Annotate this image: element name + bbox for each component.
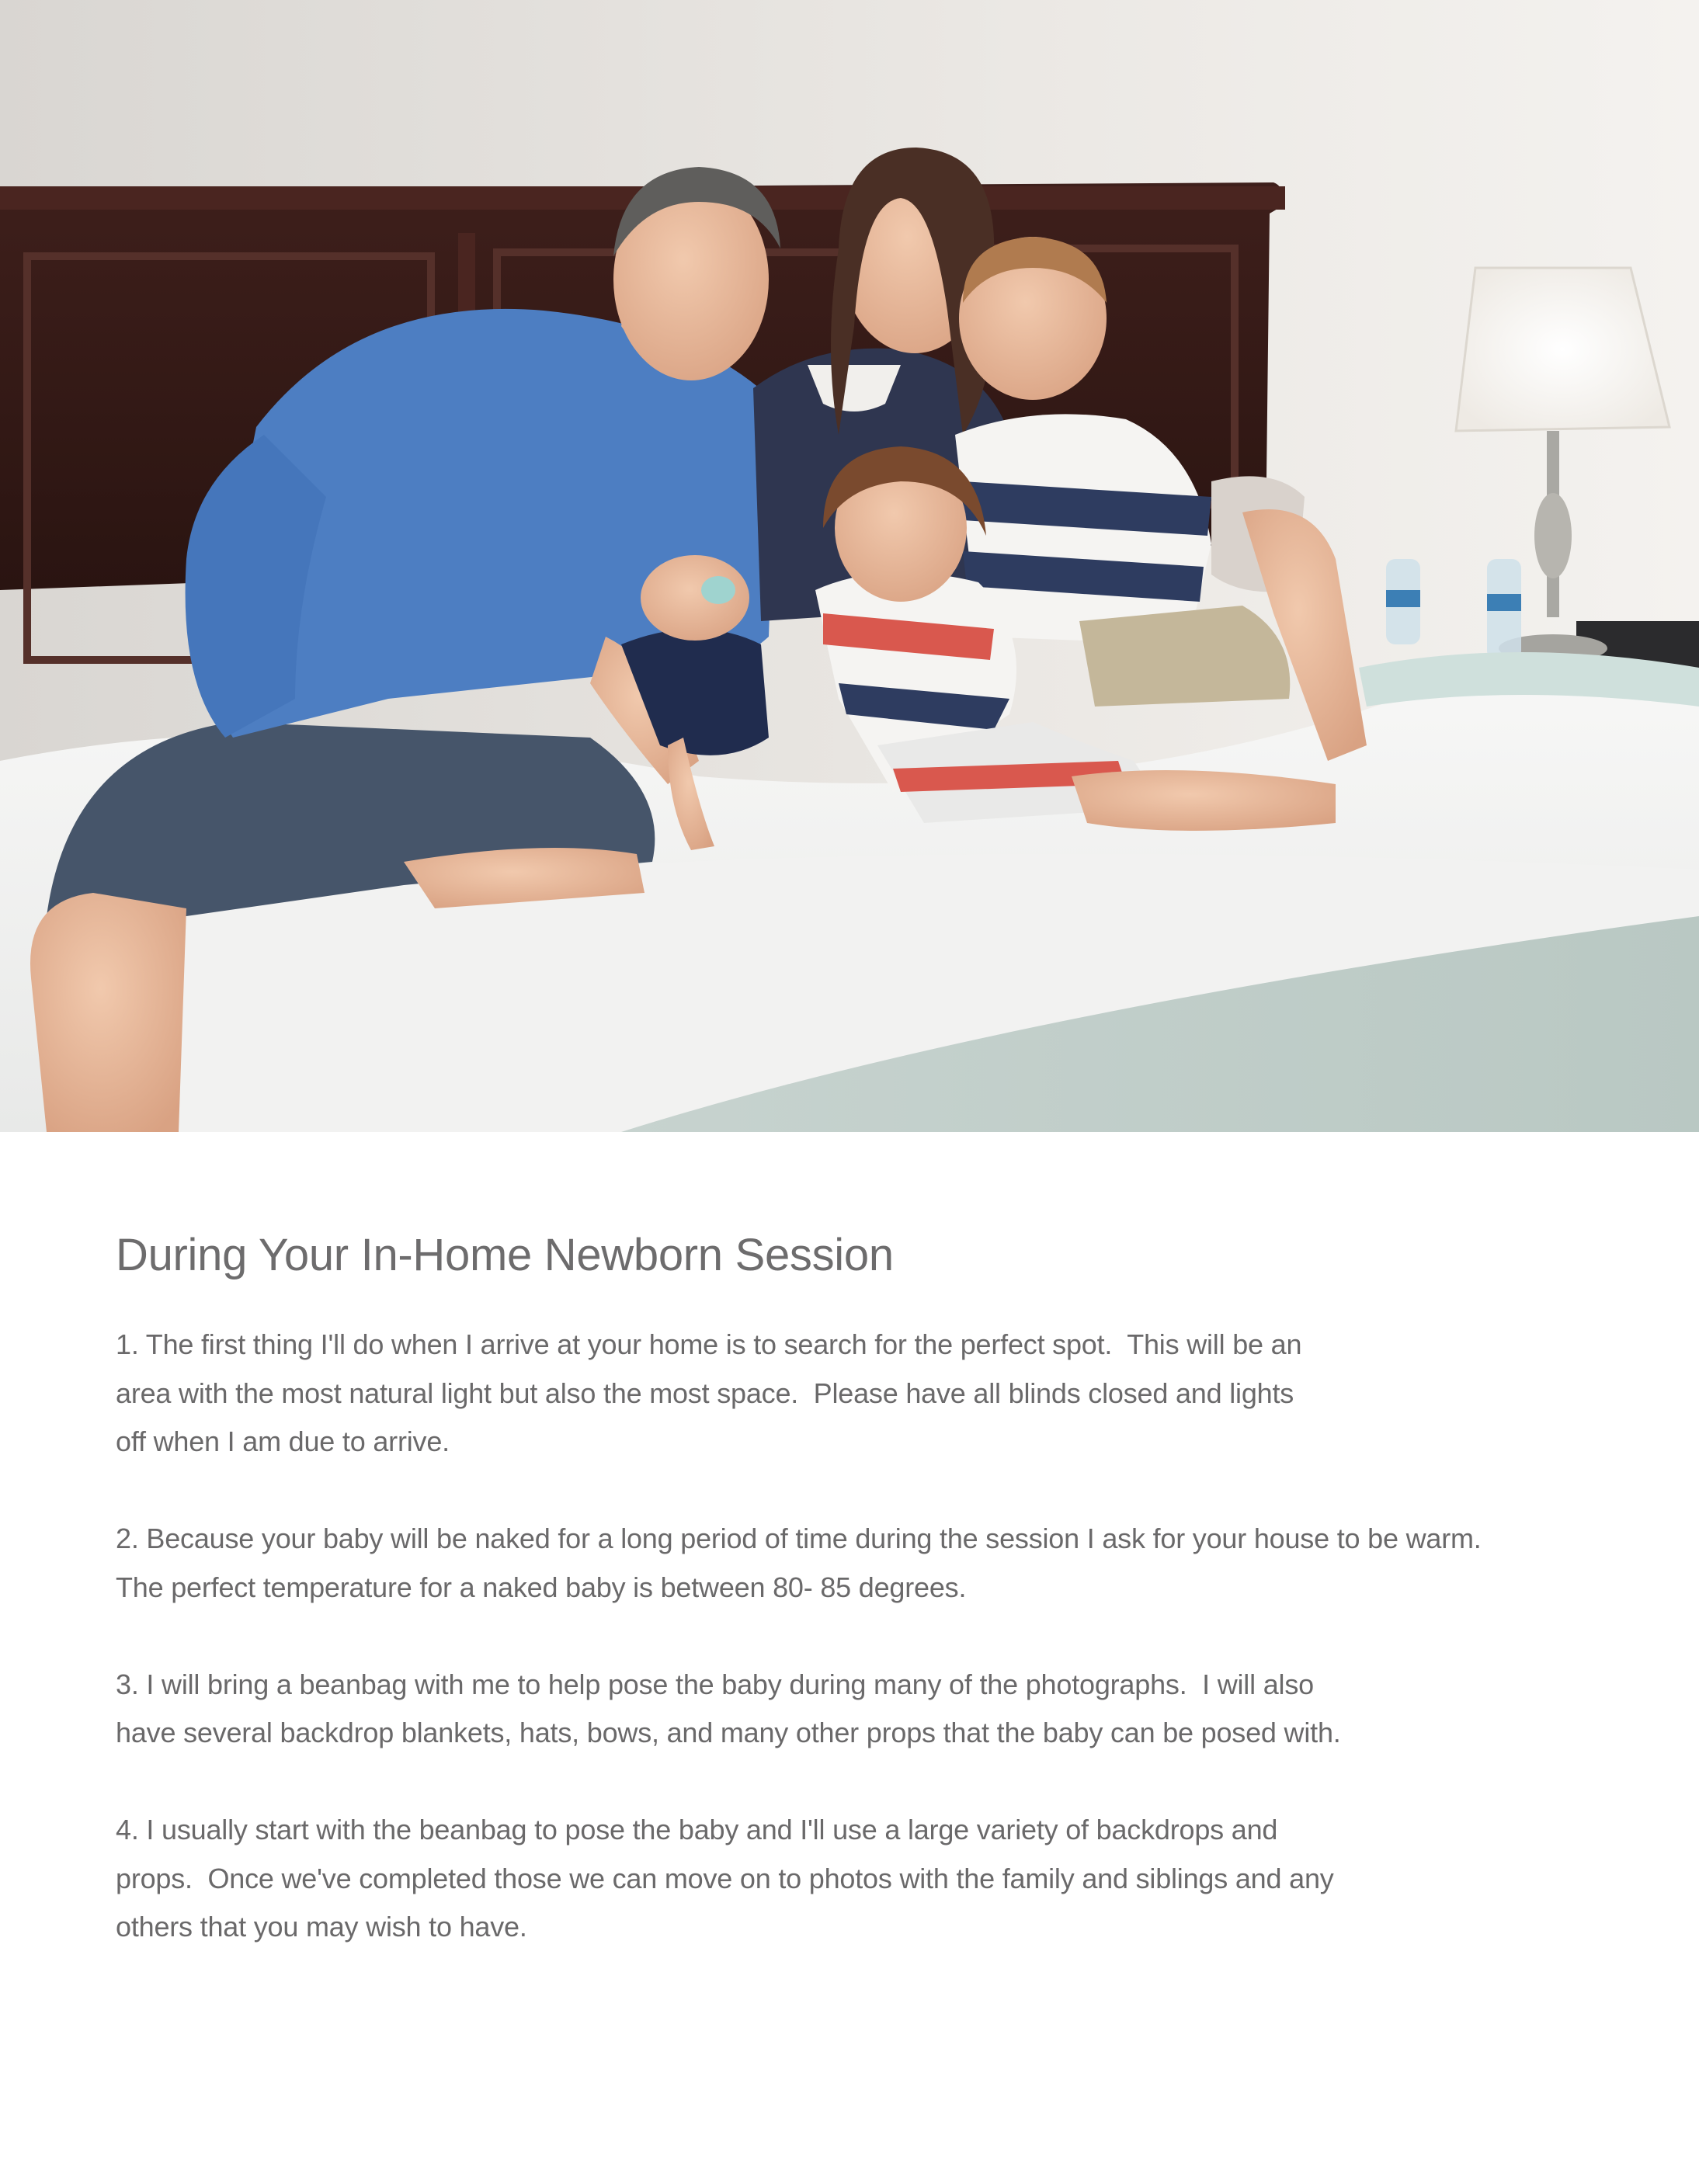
- paragraph-4-line-1: 4. I usually start with the beanbag to pose the baby and I'll use a large variety of backdrops and: [116, 1814, 1278, 1845]
- paragraph-1: [116, 1321, 1591, 1467]
- paragraph-1-line-1: 1. The first thing I'll do when I arrive at your home is to search for the perfect spot. This will be an: [116, 1328, 1302, 1360]
- paragraph-4-line-2: props. Once we've completed those we can move on to photos with the family and siblings and any: [116, 1862, 1334, 1894]
- paragraph-2: [116, 1515, 1591, 1612]
- paragraph-2-line-2: The perfect temperature for a naked baby is between 80- 85 degrees.: [116, 1571, 967, 1603]
- paragraph-4-line-3: others that you may wish to have.: [116, 1911, 527, 1943]
- paragraph-4: [116, 1806, 1591, 1952]
- paragraph-3-line-1: 3. I will bring a beanbag with me to help pose the baby during many of the photographs. I will also: [116, 1668, 1314, 1700]
- paragraph-3-line-2: have several backdrop blankets, hats, bows, and many other props that the baby can be posed with.: [116, 1717, 1341, 1748]
- session-info: [116, 1223, 1591, 1952]
- paragraph-3: [116, 1661, 1591, 1758]
- paragraph-1-line-2: area with the most natural light but also the most space. Please have all blinds closed and lights: [116, 1377, 1294, 1409]
- paragraph-1-line-3: off when I am due to arrive.: [116, 1425, 450, 1457]
- page-title: During Your In-Home Newborn Session: [116, 1230, 894, 1280]
- paragraph-2-line-1: 2. Because your baby will be naked for a long period of time during the session I ask for your house to be warm.: [116, 1523, 1482, 1554]
